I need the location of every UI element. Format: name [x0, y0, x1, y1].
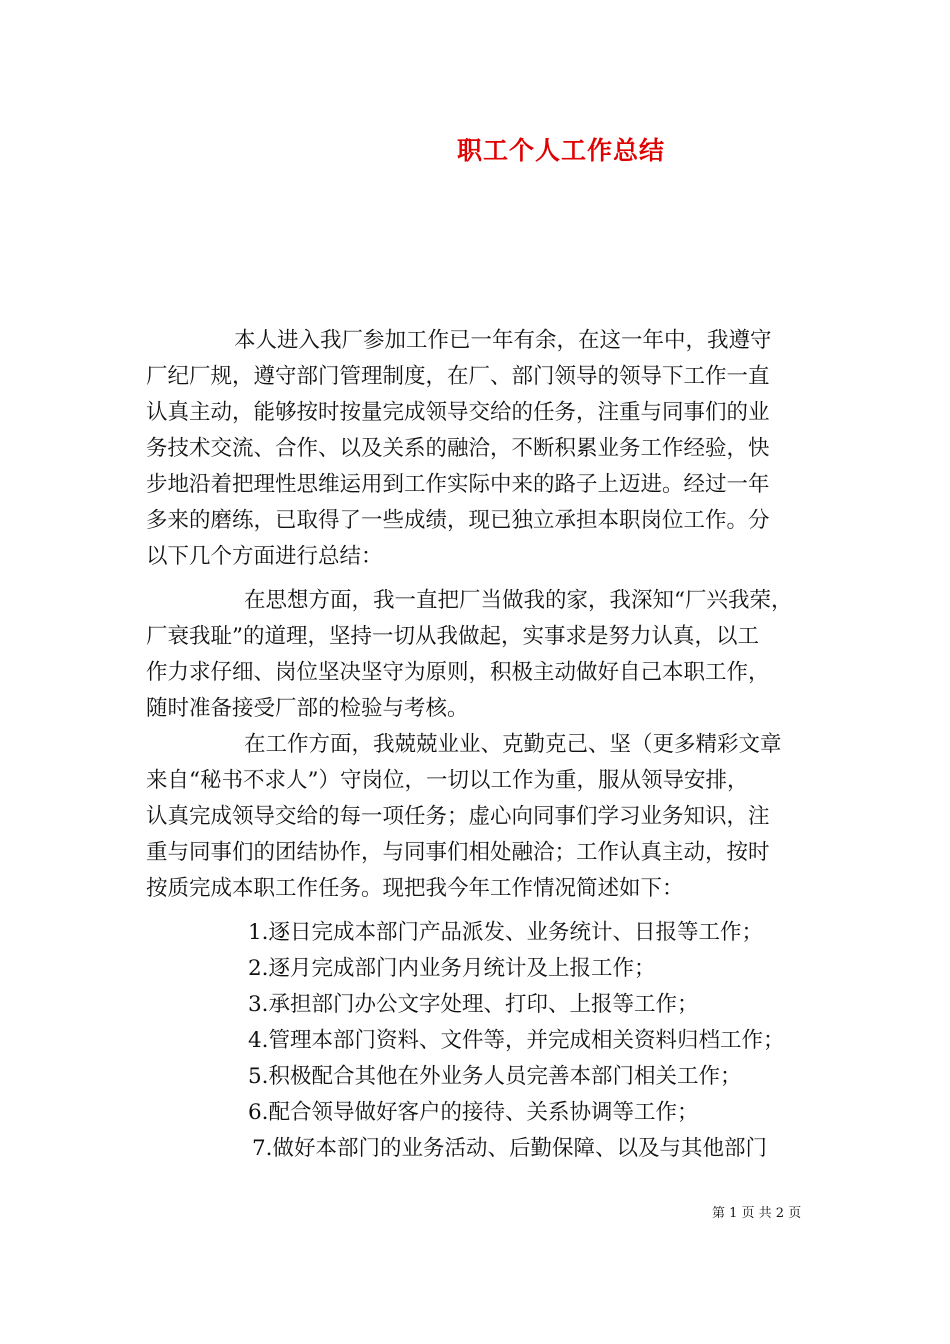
- paragraph-1-line: 以下几个方面进行总结：: [146, 544, 383, 569]
- paragraph-1-line: 厂纪厂规，遵守部门管理制度，在厂、部门领导的领导下工作一直: [146, 364, 770, 389]
- paragraph-1-line: 务技术交流、合作、以及关系的融洽，不断积累业务工作经验，快: [146, 436, 770, 461]
- paragraph-3-line: 按质完成本职工作任务。现把我今年工作情况简述如下：: [146, 876, 684, 901]
- document-title: 职工个人工作总结: [456, 136, 665, 165]
- paragraph-3-line: 认真完成领导交给的每一项任务；虚心向同事们学习业务知识，注: [146, 804, 770, 829]
- paragraph-1-line: 认真主动，能够按时按量完成领导交给的任务，注重与同事们的业: [146, 400, 770, 425]
- page-footer: 第 1 页 共 2 页: [712, 1206, 802, 1221]
- paragraph-1-line: 本人进入我厂参加工作已一年有余，在这一年中，我遵守: [234, 328, 772, 353]
- paragraph-2-line: 随时准备接受厂部的检验与考核。: [146, 696, 469, 721]
- list-item: 2.逐月完成部门内业务月统计及上报工作；: [248, 956, 656, 981]
- paragraph-3-line: 在工作方面，我兢兢业业、克勤克己、坚（更多精彩文章: [244, 732, 782, 757]
- paragraph-1-line: 多来的磨练，已取得了一些成绩，现已独立承担本职岗位工作。分: [146, 508, 770, 533]
- paragraph-2-line: 在思想方面，我一直把厂当做我的家，我深知“厂兴我荣，: [244, 588, 793, 613]
- list-item: 1.逐日完成本部门产品派发、业务统计、日报等工作；: [248, 920, 764, 945]
- list-item: 3.承担部门办公文字处理、打印、上报等工作；: [248, 992, 699, 1017]
- paragraph-2-line: 厂衰我耻”的道理，坚持一切从我做起，实事求是努力认真，以工: [146, 624, 759, 649]
- paragraph-2-line: 作力求仔细、岗位坚决坚守为原则，积极主动做好自己本职工作，: [146, 660, 770, 685]
- paragraph-1-line: 步地沿着把理性思维运用到工作实际中来的路子上迈进。经过一年: [146, 472, 770, 497]
- list-item: 4.管理本部门资料、文件等，并完成相关资料归档工作；: [248, 1028, 785, 1053]
- paragraph-3-line: 来自“秘书不求人”）守岗位，一切以工作为重，服从领导安排，: [146, 768, 749, 793]
- list-item: 7.做好本部门的业务活动、后勤保障、以及与其他部门: [252, 1136, 768, 1161]
- paragraph-3-line: 重与同事们的团结协作，与同事们相处融洽；工作认真主动，按时: [146, 840, 770, 865]
- list-item: 5.积极配合其他在外业务人员完善本部门相关工作；: [248, 1064, 742, 1089]
- list-item: 6.配合领导做好客户的接待、关系协调等工作；: [248, 1100, 699, 1125]
